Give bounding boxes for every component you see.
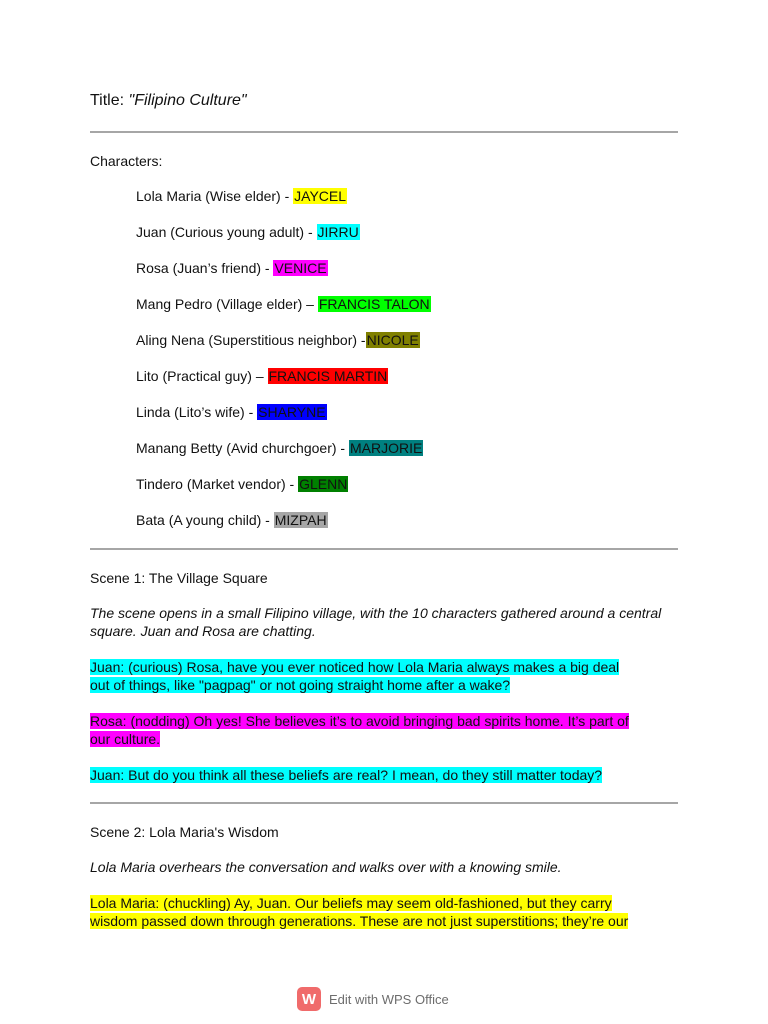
character-description: Juan (Curious young adult) -: [136, 224, 317, 240]
character-row: [136, 260, 328, 276]
dialogue-line: [90, 712, 680, 748]
speaker-name: Juan:: [90, 767, 125, 783]
character-row: [136, 188, 347, 204]
actor-name: SHARYNE: [258, 404, 326, 420]
scene1-direction: The scene opens in a small Filipino village, with the 10 characters gathered around a central square. Juan and Rosa are chatting.: [90, 605, 662, 639]
character-description: Tindero (Market vendor) -: [136, 476, 299, 492]
scene1-heading: Scene 1: The Village Square: [90, 570, 268, 586]
character-description: Lola Maria (Wise elder) -: [136, 188, 294, 204]
character-row: [136, 404, 327, 420]
speaker-name: Lola Maria:: [90, 895, 160, 911]
divider: [90, 802, 678, 804]
actor-name: VENICE: [274, 260, 327, 276]
character-description: Rosa (Juan’s friend) -: [136, 260, 274, 276]
scene2-direction: Lola Maria overhears the conversation and walks over with a knowing smile.: [90, 859, 562, 875]
actor-name: GLENN: [299, 476, 348, 492]
title-prefix: Title:: [90, 92, 129, 109]
wps-edit-label: Edit with WPS Office: [329, 991, 449, 1007]
actor-name: FRANCIS MARTIN: [268, 368, 388, 384]
character-row: [136, 296, 431, 312]
scene2-heading: Scene 2: Lola Maria's Wisdom: [90, 824, 279, 840]
actor-name: FRANCIS TALON: [318, 296, 430, 312]
character-description: Bata (A young child) -: [136, 512, 274, 528]
divider: [90, 131, 678, 133]
dialogue-text: But do you think all these beliefs are real? I mean, do they still matter today?: [124, 767, 603, 783]
dialogue-text: (nodding) Oh yes! She believes it’s to avoid bringing bad spirits home. It’s part of: [126, 713, 629, 729]
character-row: [136, 440, 423, 456]
dialogue-text: (curious) Rosa, have you ever noticed how Lola Maria always makes a big deal: [124, 659, 620, 675]
dialogue-first-line: [90, 895, 612, 911]
dialogue-text: (chuckling) Ay, Juan. Our beliefs may seem old-fashioned, but they carry: [159, 895, 612, 911]
speaker-name: Rosa:: [90, 713, 127, 729]
wps-logo-icon: W: [297, 987, 321, 1011]
dialogue-first-line: [90, 713, 629, 729]
actor-name: NICOLE: [366, 332, 419, 348]
character-row: [136, 368, 388, 384]
title-value: "Filipino Culture": [128, 92, 247, 109]
characters-label: Characters:: [90, 153, 163, 169]
dialogue-line: [90, 658, 680, 694]
character-row: [136, 476, 348, 492]
actor-name: JIRRU: [317, 224, 359, 240]
dialogue-first-line: [90, 767, 602, 783]
document-title: [90, 92, 247, 110]
character-row: [136, 224, 360, 240]
dialogue-line: [90, 766, 680, 784]
dialogue-text-continued: our culture.: [90, 731, 161, 747]
character-description: Lito (Practical guy) –: [136, 368, 268, 384]
actor-name: JAYCEL: [294, 188, 347, 204]
character-row: [136, 512, 328, 528]
speaker-name: Juan:: [90, 659, 125, 675]
actor-name: MARJORIE: [349, 440, 423, 456]
dialogue-first-line: [90, 659, 619, 675]
dialogue-line: [90, 894, 680, 930]
character-description: Aling Nena (Superstitious neighbor) -: [136, 332, 366, 348]
character-description: Linda (Lito’s wife) -: [136, 404, 258, 420]
wps-edit-link[interactable]: [297, 987, 449, 1011]
character-description: Manang Betty (Avid churchgoer) -: [136, 440, 349, 456]
character-row: [136, 332, 420, 348]
dialogue-text-continued: wisdom passed down through generations. These are not just superstitions; they’re our: [90, 913, 629, 929]
dialogue-text-continued: out of things, like "pagpag" or not going straight home after a wake?: [90, 677, 511, 693]
divider: [90, 548, 678, 550]
actor-name: MIZPAH: [274, 512, 327, 528]
character-description: Mang Pedro (Village elder) –: [136, 296, 318, 312]
